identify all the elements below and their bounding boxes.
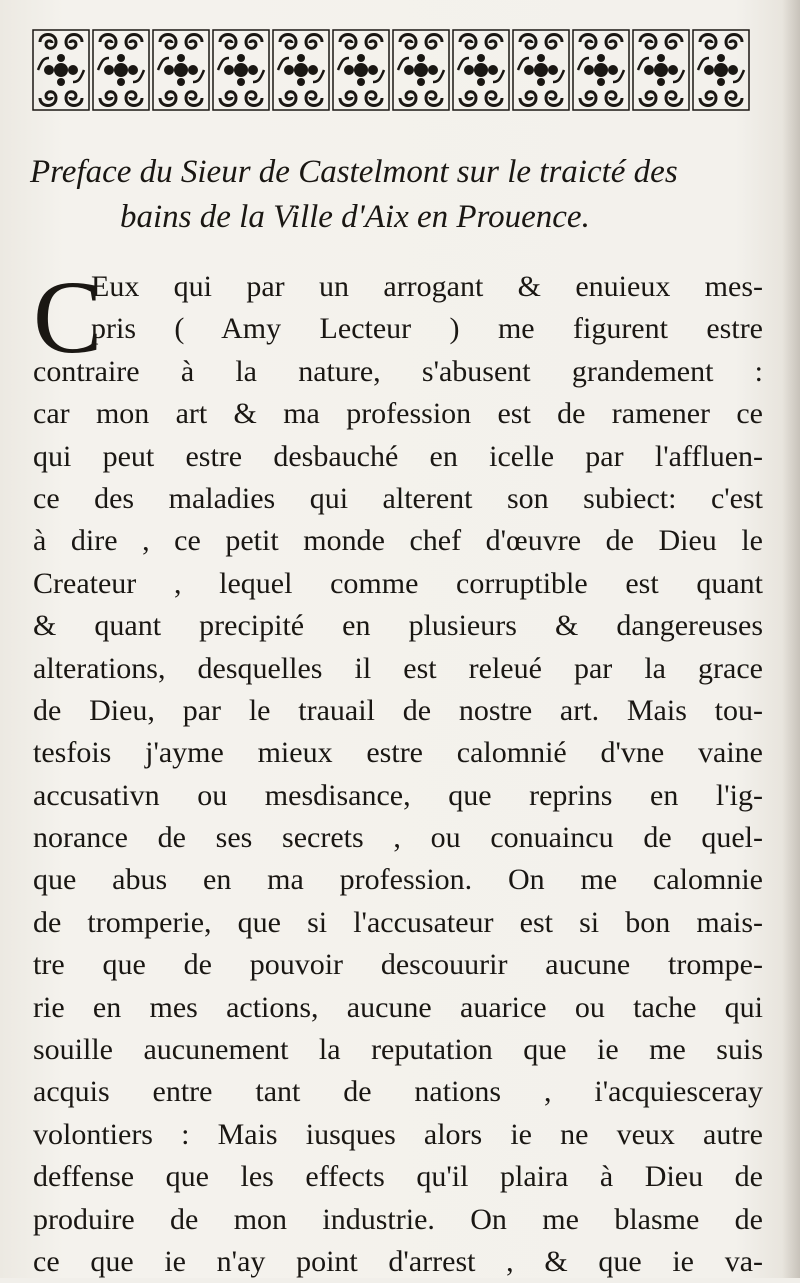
text-line: & quant precipité en plusieurs & dangereuses	[33, 609, 763, 643]
text-line: que abus en ma profession. On me calomnie	[33, 863, 763, 897]
page-gutter-shadow	[782, 0, 800, 1278]
text-line: de tromperie, que si l'accusateur est si bon mais-	[33, 905, 763, 939]
text-line: accusativn ou mesdisance, que reprins en l'ig-	[33, 778, 763, 812]
text-line: car mon art & ma profession est de ramener ce	[33, 397, 763, 431]
text-line: souille aucunement la reputation que ie me suis	[33, 1033, 763, 1067]
heading-line-1: Preface du Sieur de Castelmont sur le traicté des	[30, 154, 678, 190]
text-line: tre que de pouvoir descouurir aucune trompe-	[33, 948, 763, 982]
text-line: Createur , lequel comme corruptible est quant	[33, 566, 763, 600]
text-line: rie en mes actions, aucune auarice ou tache qui	[33, 990, 763, 1024]
text-line: acquis entre tant de nations , i'acquiesceray	[33, 1075, 763, 1109]
text-line: produire de mon industrie. On me blasme de	[33, 1202, 763, 1236]
preface-heading	[30, 150, 760, 240]
text-line: qui peut estre desbauché en icelle par l'affluen-	[33, 439, 763, 473]
headpiece-ornament-icon	[32, 28, 752, 116]
text-line: Eux qui par un arrogant & enuieux mes-	[91, 270, 763, 303]
text-line: deffense que les effects qu'il plaira à Dieu de	[33, 1160, 763, 1194]
text-line: ce des maladies qui alterent son subiect: c'est	[33, 481, 763, 515]
text-line: volontiers : Mais iusques alors ie ne veux autre	[33, 1117, 763, 1151]
text-line: contraire à la nature, s'abusent grandement :	[33, 354, 763, 388]
heading-line-2: bains de la Ville d'Aix en Prouence.	[120, 199, 590, 235]
ornamental-headpiece	[32, 28, 752, 116]
text-line: à dire , ce petit monde chef d'œuvre de Dieu le	[33, 524, 763, 558]
text-line: de Dieu, par le trauail de nostre art. Mais tou-	[33, 693, 763, 727]
drop-cap-letter: C	[33, 260, 103, 375]
preface-body	[33, 260, 763, 1283]
text-line: norance de ses secrets , ou conuaincu de quel-	[33, 821, 763, 855]
text-line: ce que ie n'ay point d'arrest , & que ie va-	[33, 1244, 763, 1278]
text-line: pris ( Amy Lecteur ) me figurent estre	[91, 312, 763, 346]
text-line: alterations, desquelles il est releué par la grace	[33, 651, 763, 685]
text-line: tesfois j'ayme mieux estre calomnié d'vne vaine	[33, 736, 763, 770]
